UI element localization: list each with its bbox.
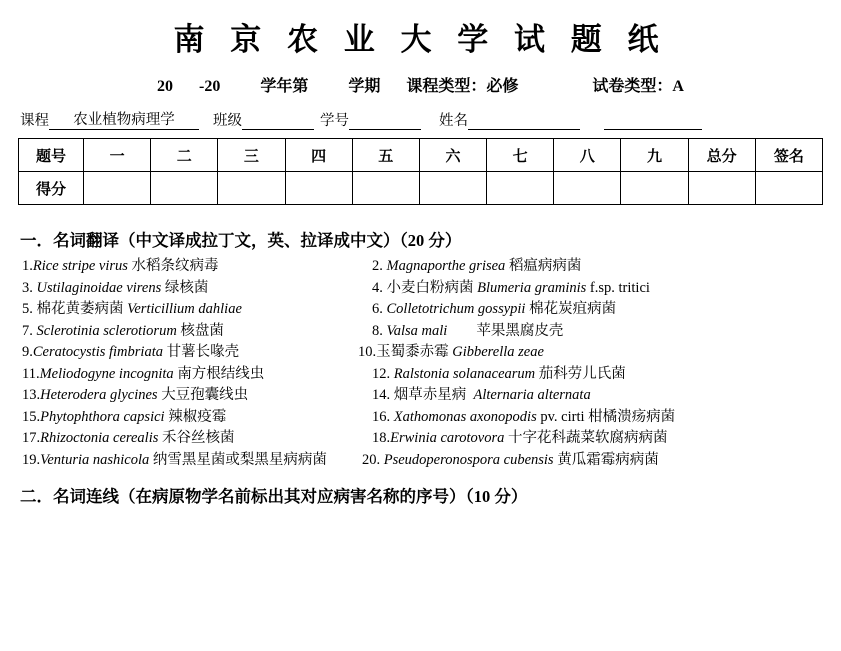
term-chinese: 南方根结线虫 [173,365,265,382]
term-chinese: 烟草赤星病 [393,387,474,403]
term-number: 17. [22,430,41,446]
term-latin: Sclerotinia sclerotiorum [36,322,177,339]
term-number: 18. [372,430,391,446]
term-latin: Ceratocystis fimbriata [32,344,163,360]
course-field[interactable]: 农业植物病理学 [49,108,199,130]
score-cell-1[interactable] [84,172,151,205]
term-number: 5. [22,301,33,317]
term-left [22,324,352,339]
score-cell-9[interactable] [621,172,688,205]
term-latin: Magnaporthe grisea [386,258,506,274]
section-2-heading: 二．名词连线（在病原物学名前标出其对应病害名称的序号）（10 分） [20,487,528,506]
term-left [22,453,362,468]
row-label-score: 得分 [19,172,84,205]
term-chinese: 小麦白粉病菌 [386,279,478,296]
col-header-signature: 签名 [755,139,822,172]
term-latin: Blumeria graminis [477,279,587,296]
col-header-9: 九 [621,139,688,172]
term-chinese: 大豆孢囊线虫 [157,387,249,403]
term-number: 13. [22,387,41,403]
score-cell-4[interactable] [285,172,352,205]
page-title: 南 京 农 业 大 学 试 题 纸 [173,22,668,57]
term-number: 7. [22,322,33,339]
term-chinese: 十字花科蔬菜软腐病病菌 [504,430,668,446]
col-header-6: 六 [419,139,486,172]
term-number: 3. [22,279,33,296]
term-latin: Erwinia carotovora [390,430,505,446]
score-cell-7[interactable] [487,172,554,205]
term-right [352,281,823,296]
term-chinese: 甘薯长喙壳 [162,344,240,360]
academic-year-label: 学年第 [260,78,309,95]
course-label: 课程 [20,113,49,129]
term-row [22,431,823,446]
term-number: 10. [358,344,377,360]
term-right [352,367,823,382]
class-field[interactable] [242,129,314,130]
term-chinese: 绿核菌 [161,279,209,296]
score-cell-6[interactable] [419,172,486,205]
term-number: 2. [372,258,383,274]
score-cell-signature[interactable] [755,172,822,205]
paper-type-label: 试卷类型： [592,78,673,95]
term-number: 4. [372,279,383,296]
term-number: 20. [362,451,381,468]
term-left [22,410,352,425]
term-chinese: 水稻条纹病毒 [127,258,219,274]
term-chinese: 苹果黑腐皮壳 [447,322,564,339]
term-latin: Rhizoctonia cerealis [40,430,159,446]
col-header-7: 七 [487,139,554,172]
student-id-label: 学号 [320,113,349,129]
term-chinese: 禾谷丝核菌 [158,430,235,446]
term-left [22,281,352,296]
term-latin: Venturia nashicola [40,451,150,468]
table-row-scores [19,172,823,205]
term-number: 6. [372,301,383,317]
term-latin: Rice stripe virus [32,258,128,274]
term-latin: Valsa mali [386,322,448,339]
col-header-4: 四 [285,139,352,172]
col-header-total: 总分 [688,139,755,172]
score-cell-5[interactable] [352,172,419,205]
term-latin: Xathomonas axonopodis [393,408,537,425]
term-number: 1. [22,258,33,274]
term-number: 19. [22,451,41,468]
term-chinese: 棉花炭疽病菌 [525,301,617,317]
term-latin: Colletotrichum gossypii [386,301,526,317]
term-label: 学期 [348,78,381,95]
term-row [22,453,823,468]
term-latin: Ustilaginoidae virens [36,279,162,296]
term-row [22,367,823,382]
term-right [352,410,823,425]
score-cell-3[interactable] [218,172,285,205]
term-latin: Phytophthora capsici [40,408,165,425]
paper-type-value: A [672,78,684,95]
year-suffix: -20 [199,78,221,95]
section-1-items [18,259,823,467]
term-left [22,431,352,446]
name-field[interactable] [468,129,580,130]
term-right [352,324,823,339]
term-right [362,453,823,468]
term-chinese: 核盘菌 [176,322,224,339]
score-table [18,138,823,205]
term-chinese: 柑橘溃疡病菌 [584,408,676,425]
term-chinese: 玉蜀黍赤霉 [376,344,453,360]
extra-field[interactable] [604,129,702,130]
term-row [22,388,823,403]
term-left [22,345,352,360]
term-latin-suffix: pv. cirti [536,408,585,425]
score-cell-2[interactable] [151,172,218,205]
col-header-5: 五 [352,139,419,172]
term-right [352,345,823,360]
term-chinese: 稻瘟病病菌 [505,258,582,274]
term-latin: Verticillium dahliae [127,301,242,317]
col-header-8: 八 [554,139,621,172]
term-latin: Heterodera glycines [40,387,158,403]
term-latin-suffix: f.sp. tritici [586,279,650,296]
term-number: 16. [372,408,391,425]
term-left [22,302,352,317]
term-chinese: 茄科劳儿氏菌 [535,365,626,382]
col-header-3: 三 [218,139,285,172]
section-1-heading: 一．名词翻译（中文译成拉丁文，英、拉译成中文）（20 分） [20,231,462,250]
term-left [22,388,352,403]
table-row-header [19,139,823,172]
term-latin: Alternaria alternata [473,387,591,403]
term-latin: Meliodogyne incognita [39,365,174,382]
name-label: 姓名 [439,113,468,129]
term-number: 8. [372,322,383,339]
score-cell-8[interactable] [554,172,621,205]
score-cell-total[interactable] [688,172,755,205]
course-type-label: 课程类型： [406,78,487,95]
course-type-value: 必修 [486,78,519,95]
term-number: 15. [22,408,41,425]
term-chinese: 辣椒疫霉 [164,408,227,425]
term-latin: Pseudoperonospora cubensis [383,451,554,468]
term-right [352,259,823,274]
term-row [22,281,823,296]
term-number: 14. [372,387,391,403]
year-prefix: 20 [157,78,174,95]
term-row [22,302,823,317]
term-row [22,410,823,425]
term-left [22,367,352,382]
term-right [352,388,823,403]
term-number: 12. [372,365,391,382]
term-right [352,302,823,317]
student-id-field[interactable] [349,129,421,130]
row-label-question-no: 题号 [19,139,84,172]
exam-paper-page [0,14,841,651]
term-right [352,431,823,446]
term-number: 9. [22,344,33,360]
col-header-2: 二 [151,139,218,172]
class-label: 班级 [213,113,242,129]
term-chinese: 纳雪黑星菌或梨黑星病病菌 [149,451,327,468]
term-left [22,259,352,274]
term-latin: Gibberella zeae [452,344,544,360]
subtitle-row [18,73,823,96]
student-info-row [18,108,823,130]
term-number: 11. [22,365,40,382]
term-row [22,259,823,274]
term-row [22,345,823,360]
term-row [22,324,823,339]
term-chinese: 黄瓜霜霉病病菌 [553,451,659,468]
col-header-1: 一 [84,139,151,172]
term-chinese: 棉花黄萎病菌 [36,301,128,317]
term-latin: Ralstonia solanacearum [393,365,536,382]
